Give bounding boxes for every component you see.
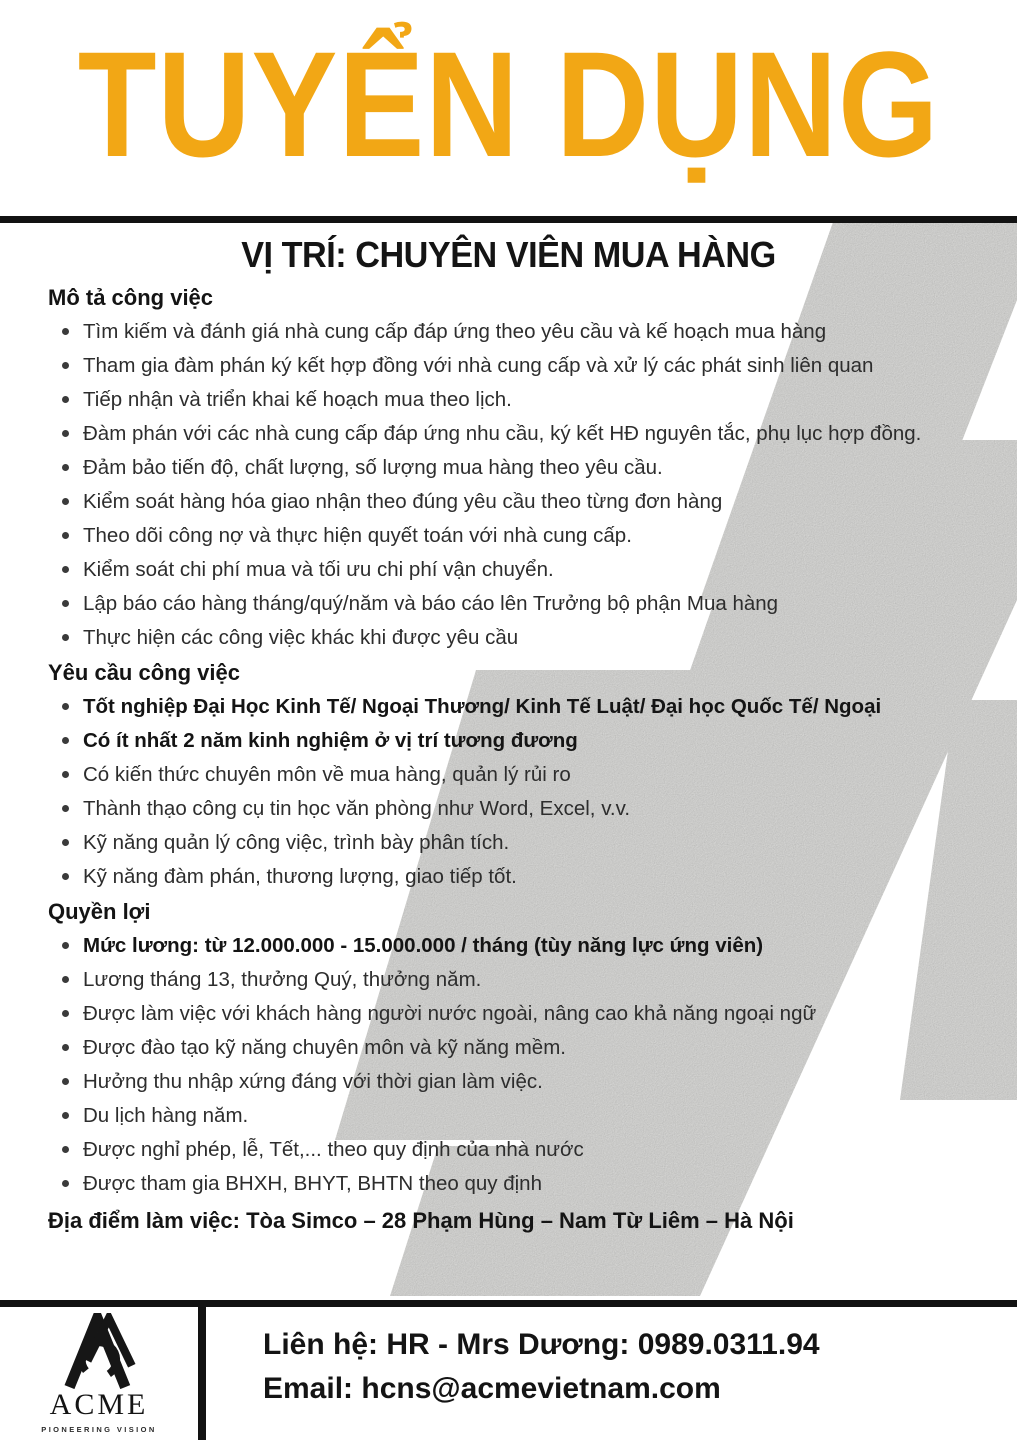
- list-item-text: Tốt nghiệp Đại Học Kinh Tế/ Ngoại Thương/ Kinh Tế Luật/ Đại học Quốc Tế/ Ngoại: [83, 695, 882, 718]
- list-item-text: Được tham gia BHXH, BHYT, BHTN theo quy định: [83, 1172, 542, 1195]
- bullet-icon: [62, 1078, 69, 1085]
- list-item: [48, 1137, 981, 1163]
- work-location: Địa điểm làm việc: Tòa Simco – 28 Phạm Hùng – Nam Từ Liêm – Hà Nội: [48, 1208, 794, 1233]
- list-item-text: Thành thạo công cụ tin học văn phòng như Word, Excel, v.v.: [83, 797, 631, 820]
- list-item: [48, 319, 981, 345]
- list-item-text: Hưởng thu nhập xứng đáng với thời gian làm việc.: [83, 1070, 543, 1093]
- list-item-text: Tiếp nhận và triển khai kế hoạch mua theo lịch.: [83, 388, 512, 411]
- list-item: [48, 1171, 981, 1197]
- list-item-text: Du lịch hàng năm.: [83, 1104, 249, 1127]
- bullet-icon: [62, 1044, 69, 1051]
- bullet-icon: [62, 873, 69, 880]
- header-divider-line: [0, 216, 1017, 223]
- list-item: [48, 1103, 981, 1129]
- list-item-text: Tham gia đàm phán ký kết hợp đồng với nhà cung cấp và xử lý các phát sinh liên quan: [83, 354, 874, 377]
- bullet-icon: [62, 362, 69, 369]
- bullet-icon: [62, 1180, 69, 1187]
- list-item: [48, 864, 981, 890]
- poster-section: [48, 660, 981, 890]
- section-heading: Mô tả công việc: [48, 285, 214, 310]
- list-item-text: Theo dõi công nợ và thực hiện quyết toán với nhà cung cấp.: [83, 524, 632, 547]
- list-item-text: Mức lương: từ 12.000.000 - 15.000.000 / tháng (tùy năng lực ứng viên): [83, 934, 764, 957]
- bullet-icon: [62, 498, 69, 505]
- list-item: [48, 625, 981, 651]
- list-item: [48, 762, 981, 788]
- list-item-text: Được làm việc với khách hàng người nước ngoài, nâng cao khả năng ngoại ngữ: [83, 1002, 817, 1025]
- list-item: [48, 933, 981, 959]
- bullet-icon: [62, 942, 69, 949]
- list-item: [48, 489, 981, 515]
- list-item-text: Kỹ năng đàm phán, thương lượng, giao tiếp tốt.: [83, 865, 517, 888]
- section-heading: Yêu cầu công việc: [48, 660, 240, 685]
- bullet-icon: [62, 328, 69, 335]
- list-item-text: Tìm kiếm và đánh giá nhà cung cấp đáp ứng theo yêu cầu và kế hoạch mua hàng: [83, 320, 827, 343]
- list-item-text: Đảm bảo tiến độ, chất lượng, số lượng mua hàng theo yêu cầu.: [83, 456, 663, 479]
- bullet-icon: [62, 634, 69, 641]
- bullet-icon: [62, 464, 69, 471]
- list-item-text: Được nghỉ phép, lễ, Tết,... theo quy định của nhà nước: [83, 1138, 584, 1161]
- bullet-icon: [62, 1146, 69, 1153]
- bullet-icon: [62, 532, 69, 539]
- bullet-icon: [62, 1010, 69, 1017]
- poster-section: [48, 285, 981, 651]
- list-item-text: Lương tháng 13, thưởng Quý, thưởng năm.: [83, 968, 482, 991]
- list-item: [48, 455, 981, 481]
- list-item-text: Thực hiện các công việc khác khi được yêu cầu: [83, 626, 519, 649]
- bullet-icon: [62, 430, 69, 437]
- list-item-text: Kiểm soát hàng hóa giao nhận theo đúng yêu cầu theo từng đơn hàng: [83, 490, 723, 513]
- list-item: [48, 796, 981, 822]
- bullet-icon: [62, 396, 69, 403]
- poster-footer: [0, 1300, 1017, 1440]
- list-item: [48, 387, 981, 413]
- company-tagline: PIONEERING VISION: [41, 1425, 157, 1434]
- company-name: ACME: [49, 1388, 149, 1421]
- poster-header: [0, 0, 1017, 216]
- list-item: [48, 728, 981, 754]
- list-item-text: Có ít nhất 2 năm kinh nghiệm ở vị trí tương đương: [83, 729, 578, 752]
- section-list: [48, 694, 981, 890]
- bullet-icon: [62, 1112, 69, 1119]
- bullet-icon: [62, 839, 69, 846]
- list-item-text: Được đào tạo kỹ năng chuyên môn và kỹ năng mềm.: [83, 1036, 566, 1059]
- bullet-icon: [62, 771, 69, 778]
- list-item: [48, 421, 981, 447]
- bullet-icon: [62, 600, 69, 607]
- list-item: [48, 557, 981, 583]
- list-item: [48, 967, 981, 993]
- contact-email-line: Email: hcns@acmevietnam.com: [263, 1372, 721, 1405]
- poster-title: TUYỂN DỤNG: [77, 20, 940, 188]
- footer-divider-line: [0, 1300, 1017, 1307]
- bullet-icon: [62, 737, 69, 744]
- bullet-icon: [62, 976, 69, 983]
- poster-body: [0, 285, 1017, 1234]
- company-logo: [0, 1307, 198, 1440]
- bullet-icon: [62, 805, 69, 812]
- bullet-icon: [62, 566, 69, 573]
- list-item-text: Kỹ năng quản lý công việc, trình bày phân tích.: [83, 831, 510, 854]
- footer-vertical-divider: [198, 1307, 206, 1440]
- list-item-text: Kiểm soát chi phí mua và tối ưu chi phí vận chuyển.: [83, 558, 554, 581]
- list-item: [48, 591, 981, 617]
- bullet-icon: [62, 703, 69, 710]
- list-item: [48, 353, 981, 379]
- position-title: VỊ TRÍ: CHUYÊN VIÊN MUA HÀNG: [241, 234, 776, 275]
- acme-monogram-icon: [58, 1313, 140, 1389]
- section-list: [48, 319, 981, 651]
- list-item-text: Có kiến thức chuyên môn về mua hàng, quản lý rủi ro: [83, 763, 571, 786]
- list-item: [48, 830, 981, 856]
- contact-phone-line: Liên hệ: HR - Mrs Dương: 0989.0311.94: [263, 1328, 820, 1361]
- sections: [48, 285, 981, 1197]
- section-list: [48, 933, 981, 1197]
- list-item-text: Đàm phán với các nhà cung cấp đáp ứng nhu cầu, ký kết HĐ nguyên tắc, phụ lục hợp đồng.: [83, 422, 922, 445]
- list-item: [48, 1035, 981, 1061]
- section-heading: Quyền lợi: [48, 899, 151, 924]
- list-item: [48, 1001, 981, 1027]
- list-item-text: Lập báo cáo hàng tháng/quý/năm và báo cáo lên Trưởng bộ phận Mua hàng: [83, 592, 779, 615]
- contact-info: [263, 1323, 820, 1411]
- list-item: [48, 1069, 981, 1095]
- poster-section: [48, 899, 981, 1197]
- list-item: [48, 523, 981, 549]
- list-item: [48, 694, 981, 720]
